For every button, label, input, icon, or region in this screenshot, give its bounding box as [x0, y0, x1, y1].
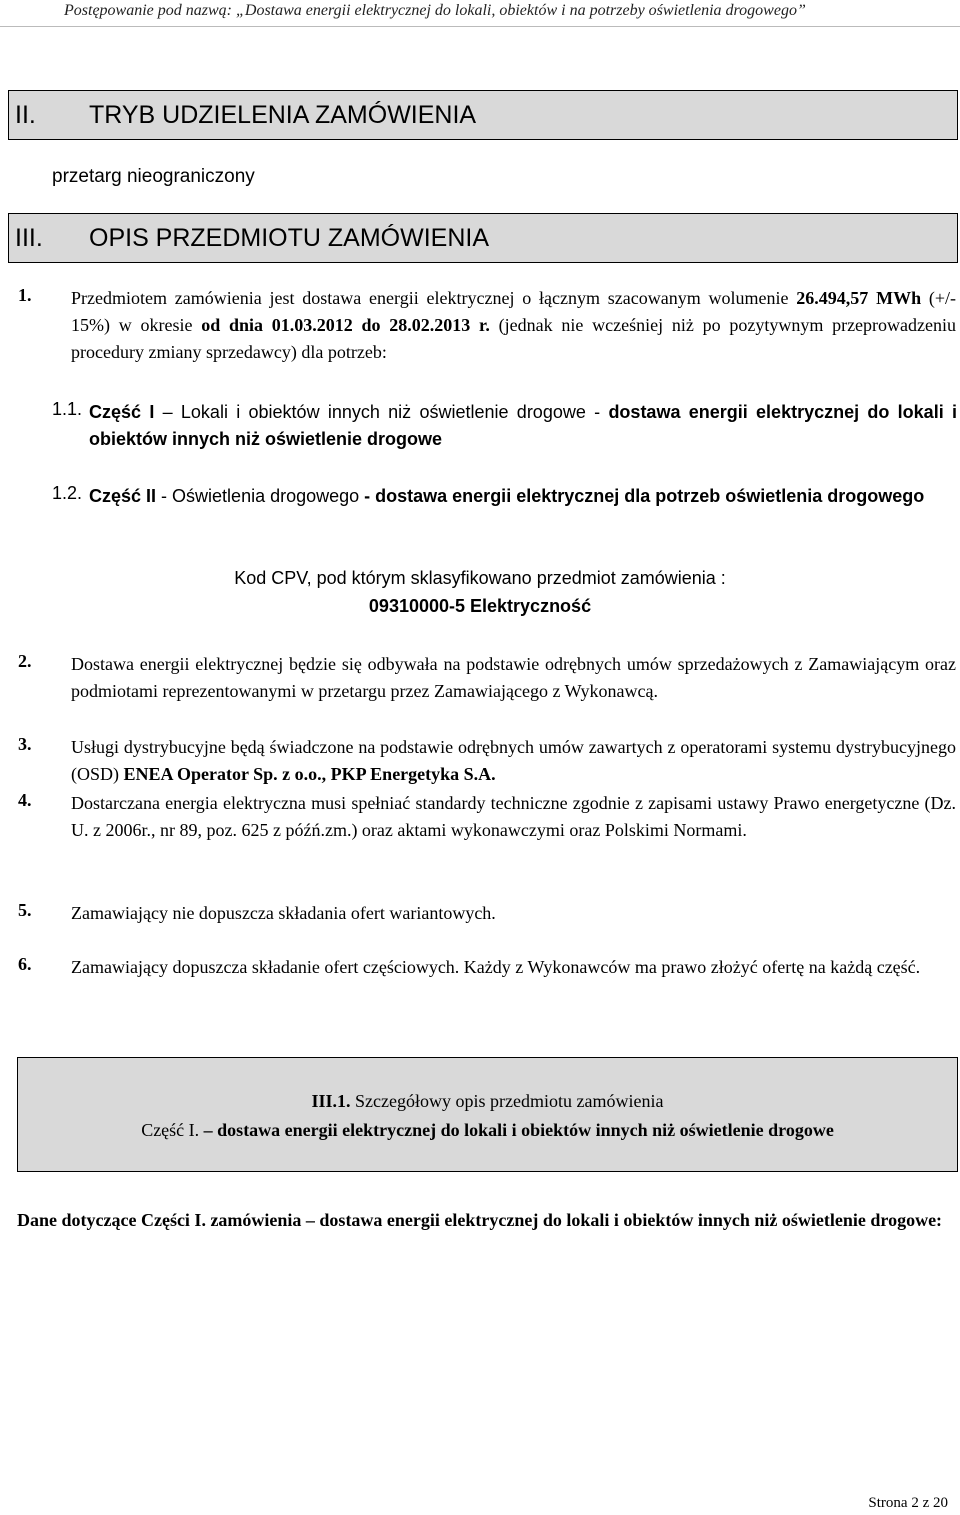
section-heading-2: [8, 90, 958, 140]
sub-item-1-2-text: [89, 483, 957, 510]
item-1-part-a: Przedmiotem zamówienia jest dostawa energii elektrycznej o łącznym szacowanym wolumenie: [71, 288, 789, 308]
page-header: [0, 0, 960, 27]
sub-item-1-1-text: [89, 399, 957, 453]
item-3-operators: ENEA Operator Sp. z o.o., PKP Energetyka S.A.: [123, 764, 496, 784]
sub-item-number: 1.1.: [52, 399, 83, 419]
sub-item-number: 1.2.: [52, 483, 83, 503]
section-title: OPIS PRZEDMIOTU ZAMÓWIENIA: [89, 224, 490, 252]
header-text: Postępowanie pod nazwą: „Dostawa energii elektrycznej do lokali, obiektów i na potrzeby oświetlenia drogowego”: [64, 2, 806, 19]
part-data-heading: Dane dotyczące Części I. zamówienia – dostawa energii elektrycznej do lokali i obiektów innych niż oświetlenie drogowe:: [17, 1210, 943, 1230]
part-bold: - dostawa energii elektrycznej dla potrzeb oświetlenia drogowego: [364, 486, 925, 506]
cpv-code: 09310000-5 Elektryczność: [368, 596, 592, 616]
subsection-number: III.1.: [311, 1091, 351, 1111]
item-3-text: [71, 734, 956, 788]
item-number: 5.: [18, 900, 32, 920]
item-2-text: Dostawa energii elektrycznej będzie się odbywała na podstawie odrębnych umów sprzedażowych z Zamawiającym oraz podmiotami reprezentowanymi w przetargu przez Zamawiającego z Wykonawcą.: [71, 654, 956, 701]
subsection-title-text: Szczegółowy opis przedmiotu zamówienia: [350, 1091, 664, 1111]
section-number: III.: [15, 224, 43, 252]
page-number: Strona 2 z 20: [868, 1495, 948, 1511]
item-number: 3.: [18, 734, 32, 754]
subsection-title: [18, 1091, 957, 1112]
part-label: Część I: [89, 402, 155, 422]
part-plain: – Lokali i obiektów innych niż oświetlenie drogowe -: [154, 402, 609, 422]
subsection-part-label: Część I.: [141, 1120, 200, 1140]
item-1-volume: 26.494,57 MWh: [796, 288, 922, 308]
procedure-type: przetarg nieograniczony: [52, 166, 255, 187]
subsection-part: [18, 1120, 957, 1141]
item-1-part-c: (jednak nie wcześniej niż po pozytywnym przeprowadzeniu procedury zmiany sprzedawcy) dla potrzeb:: [71, 315, 957, 362]
part-plain: - Oświetlenia drogowego: [156, 486, 365, 506]
section-number: II.: [15, 101, 36, 129]
item-1-part-b: (+/- 15%) w okresie: [71, 288, 957, 335]
item-number: 1.: [18, 285, 32, 305]
subsection-part-text: – dostawa energii elektrycznej do lokali i obiektów innych niż oświetlenie drogowe: [199, 1120, 834, 1140]
part-bold: dostawa energii elektrycznej do lokali i obiektów innych niż oświetlenie drogowe: [89, 402, 957, 449]
item-number: 6.: [18, 954, 32, 974]
section-heading-3: [8, 213, 958, 263]
item-3-plain: Usługi dystrybucyjne będą świadczone na podstawie odrębnych umów zawartych z operatorami systemu dystrybucyjnego (OSD): [71, 737, 956, 784]
item-6-text: Zamawiający dopuszcza składanie ofert częściowych. Każdy z Wykonawców ma prawo złożyć ofertę na każdą część.: [71, 957, 921, 977]
part-label: Część II: [89, 486, 157, 506]
item-5-text: Zamawiający nie dopuszcza składania ofert wariantowych.: [71, 903, 496, 923]
subsection-box: [17, 1057, 958, 1172]
item-number: 4.: [18, 790, 32, 810]
cpv-label: Kod CPV, pod którym sklasyfikowano przedmiot zamówienia :: [234, 568, 726, 588]
section-title: TRYB UDZIELENIA ZAMÓWIENIA: [89, 101, 477, 129]
item-number: 2.: [18, 651, 32, 671]
item-1-text: [71, 285, 956, 366]
item-4-text: Dostarczana energia elektryczna musi spełniać standardy techniczne zgodnie z zapisami ustawy Prawo energetyczne (Dz. U. z 2006r., nr 89, poz. 625 z późń.zm.) oraz aktami wykonawczymi oraz Polskimi Normami.: [71, 793, 956, 840]
item-1-dates: od dnia 01.03.2012 do 28.02.2013 r.: [201, 315, 490, 335]
